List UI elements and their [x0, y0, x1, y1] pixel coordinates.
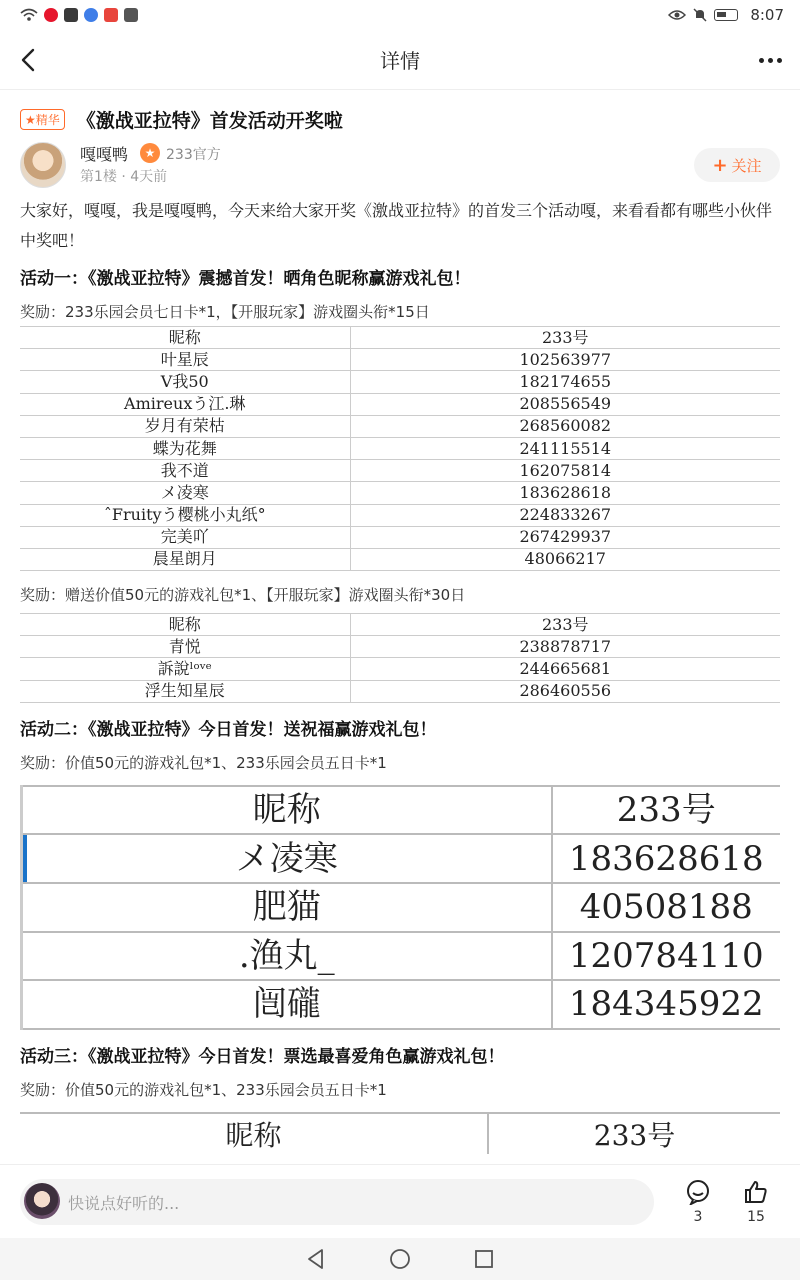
thumb-up-icon: [743, 1179, 769, 1205]
mute-icon: [692, 7, 708, 23]
nav-back-icon[interactable]: [304, 1247, 328, 1271]
nickname-cell: 訴說ˡᵒᵛᵉ: [20, 658, 350, 680]
nickname-cell: .渔丸_: [22, 932, 552, 981]
nickname-cell: 岁月有荣枯: [20, 415, 350, 437]
id-cell: 183628618: [552, 834, 781, 883]
table-header-row: [20, 614, 780, 636]
id-cell: 102563977: [350, 349, 780, 371]
nav-recents-icon[interactable]: [472, 1247, 496, 1271]
back-button[interactable]: [14, 44, 46, 76]
comment-input[interactable]: [20, 1179, 654, 1225]
plus-icon: +: [712, 154, 728, 176]
table-row: [20, 680, 780, 702]
table-header-row: [22, 786, 781, 835]
id-cell: 241115514: [350, 437, 780, 459]
status-bar: [0, 0, 800, 30]
id-cell: 182174655: [350, 371, 780, 393]
id-cell: 40508188: [552, 883, 781, 932]
nav-home-icon[interactable]: [388, 1247, 412, 1271]
comment-button[interactable]: [678, 1179, 718, 1225]
more-dot-icon: [759, 58, 764, 63]
table-row: [20, 504, 780, 526]
official-badge-icon: ★: [140, 143, 160, 163]
eye-icon: [668, 9, 686, 21]
id-cell: 162075814: [350, 460, 780, 482]
activity3-reward: 奖励：价值50元的游戏礼包*1、233乐园会员五日卡*1: [20, 1080, 387, 1099]
like-button[interactable]: [736, 1179, 776, 1225]
table-header-row: [20, 1113, 780, 1154]
more-dot-icon: [777, 58, 782, 63]
news-icon: [104, 8, 118, 22]
table-row: [20, 460, 780, 482]
header-nickname: 昵称: [22, 786, 552, 835]
post-meta: 第1楼 · 4天前: [80, 169, 168, 185]
id-cell: 267429937: [350, 526, 780, 548]
nickname-cell: 闿礲: [22, 980, 552, 1029]
official-label: 233官方: [166, 147, 221, 163]
header-nickname: 昵称: [20, 1113, 488, 1154]
music-icon: [84, 8, 98, 22]
table-row: [22, 932, 781, 981]
activity1-reward2: 奖励：赠送价值50元的游戏礼包*1、【开服玩家】游戏圈头衔*30日: [20, 586, 466, 605]
header-nickname: 昵称: [20, 327, 350, 349]
weibo-icon: [44, 8, 58, 22]
table-row: [20, 393, 780, 415]
follow-label: 关注: [731, 156, 762, 175]
nickname-cell: ˆFruityう樱桃小丸纸°: [20, 504, 350, 526]
featured-badge: ★精华: [20, 109, 65, 130]
table-row: [20, 526, 780, 548]
winners-table-3: [20, 785, 780, 1030]
nickname-cell: 完美吖: [20, 526, 350, 548]
nickname-cell: V我50: [20, 371, 350, 393]
table-row: [20, 371, 780, 393]
comment-bar: [0, 1164, 800, 1238]
table-row: [20, 349, 780, 371]
table-row: [20, 658, 780, 680]
id-cell: 183628618: [350, 482, 780, 504]
id-cell: 268560082: [350, 415, 780, 437]
nickname-cell: 青悦: [20, 636, 350, 658]
nickname-cell: 肥猫: [22, 883, 552, 932]
winners-table-2: [20, 613, 780, 703]
id-cell: 208556549: [350, 393, 780, 415]
header-id: 233号: [350, 614, 780, 636]
like-count: 15: [747, 1209, 765, 1225]
top-nav: [0, 30, 800, 90]
app-icon: [64, 8, 78, 22]
id-cell: 238878717: [350, 636, 780, 658]
id-cell: 120784110: [552, 932, 781, 981]
post-title: 《激战亚拉特》首发活动开奖啦: [76, 110, 343, 132]
id-cell: 244665681: [350, 658, 780, 680]
follow-button[interactable]: [694, 148, 780, 182]
table-row: [20, 415, 780, 437]
info-icon: [124, 8, 138, 22]
system-nav-bar: [0, 1238, 800, 1280]
table-row: [20, 548, 780, 570]
more-button[interactable]: [754, 44, 786, 76]
header-nickname: 昵称: [20, 614, 350, 636]
activity1-reward1: 奖励：233乐园会员七日卡*1，【开服玩家】游戏圈头衔*15日: [20, 303, 430, 321]
activity3-title: 活动三：《激战亚拉特》今日首发！票选最喜爱角色赢游戏礼包！: [20, 1046, 505, 1067]
comment-count: 3: [693, 1209, 703, 1225]
id-cell: 184345922: [552, 980, 781, 1029]
status-left: [20, 8, 138, 22]
winners-table-4: [20, 1112, 780, 1154]
user-avatar: [24, 1183, 60, 1219]
post-content: [20, 196, 780, 1154]
page-title: 详情: [380, 49, 420, 73]
winners-table-1: [20, 326, 780, 571]
nickname-cell: メ凌寒: [22, 834, 552, 883]
nickname-cell: 我不道: [20, 460, 350, 482]
id-cell: 286460556: [350, 680, 780, 702]
back-arrow-icon: [14, 44, 46, 76]
wifi-icon: [20, 8, 38, 22]
nickname-cell: 浮生知星辰: [20, 680, 350, 702]
post-intro: 大家好，嘎嘎，我是嘎嘎鸭，今天来给大家开奖《激战亚拉特》的首发三个活动嘎，来看看都有哪些小伙伴中奖吧！: [20, 201, 773, 250]
nickname-cell: メ凌寒: [20, 482, 350, 504]
author-name[interactable]: 嘎嘎鸭: [80, 145, 129, 164]
comment-placeholder: 快说点好听的...: [68, 1193, 180, 1213]
status-right: [668, 6, 784, 24]
header-id: 233号: [350, 327, 780, 349]
post-title-row: [20, 106, 780, 133]
author-avatar[interactable]: [20, 142, 66, 188]
nickname-cell: 晨星朗月: [20, 548, 350, 570]
table-row: [20, 482, 780, 504]
table-row: [22, 834, 781, 883]
nickname-cell: 叶星辰: [20, 349, 350, 371]
table-row: [20, 636, 780, 658]
activity2-reward: 奖励：价值50元的游戏礼包*1、233乐园会员五日卡*1: [20, 753, 387, 772]
more-dot-icon: [768, 58, 773, 63]
activity1-title: 活动一：《激战亚拉特》震撼首发！晒角色昵称赢游戏礼包！: [20, 269, 471, 289]
id-cell: 48066217: [350, 548, 780, 570]
table-row: [22, 980, 781, 1029]
header-id: 233号: [488, 1113, 780, 1154]
table-header-row: [20, 327, 780, 349]
id-cell: 224833267: [350, 504, 780, 526]
nickname-cell: 蝶为花舞: [20, 437, 350, 459]
comment-icon: [685, 1179, 711, 1205]
table-row: [20, 437, 780, 459]
status-time: 8:07: [750, 6, 784, 24]
activity2-title: 活动二：《激战亚拉特》今日首发！送祝福赢游戏礼包！: [20, 719, 437, 740]
battery-icon: [714, 9, 738, 21]
nickname-cell: Amireuxう江.琳: [20, 393, 350, 415]
header-id: 233号: [552, 786, 781, 835]
table-row: [22, 883, 781, 932]
author-row: [20, 142, 780, 190]
